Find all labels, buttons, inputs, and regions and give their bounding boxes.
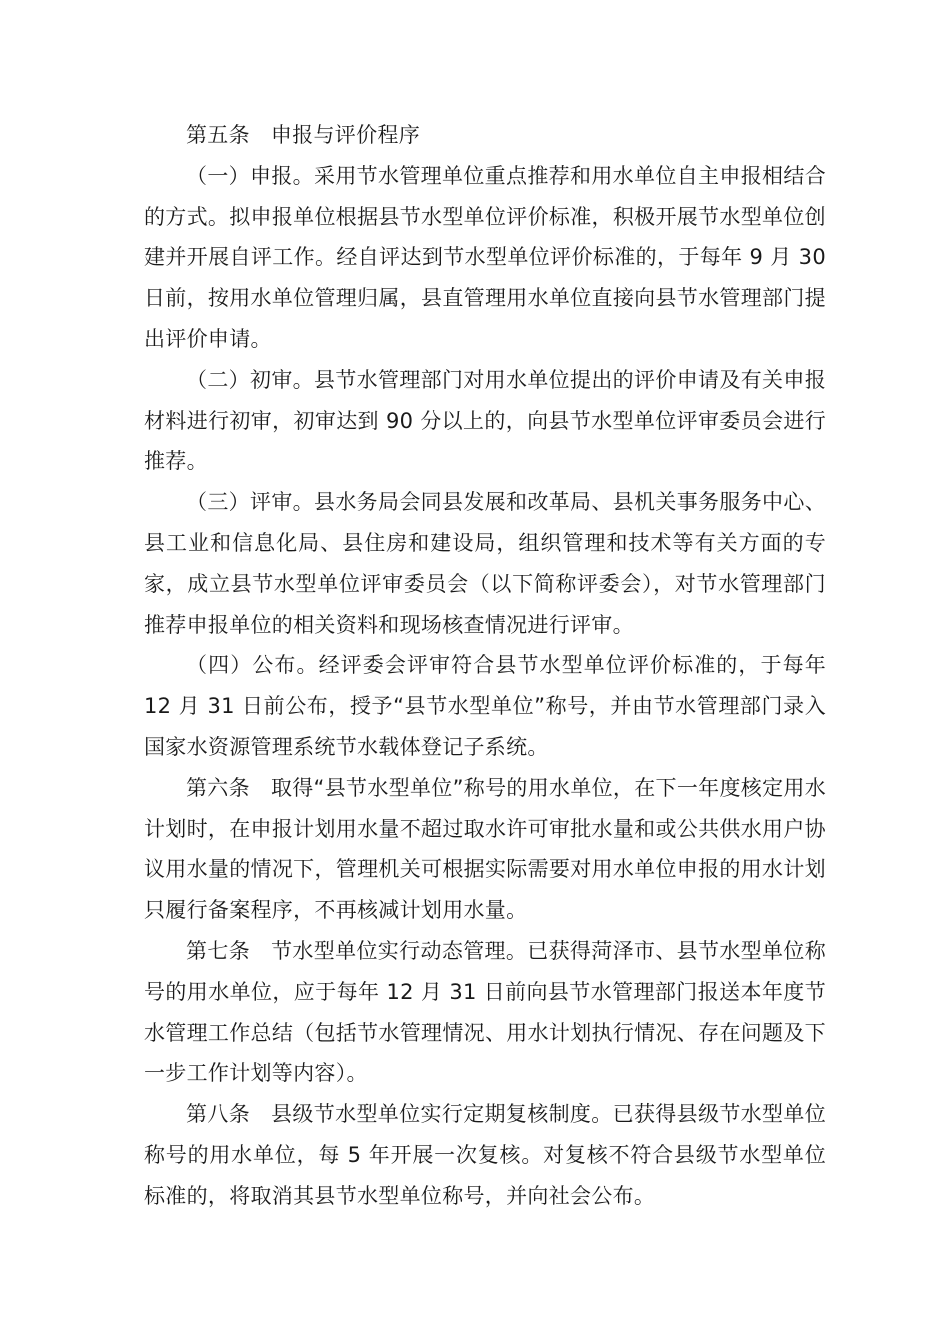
article-5-item-4: （四）公布。经评委会评审符合县节水型单位评价标准的，于每年 12 月 31 日前公布，授予“县节水型单位”称号，并由节水管理部门录入国家水资源管理系统节水载体登记子系统。 bbox=[144, 653, 826, 759]
article-lead: 第五条 bbox=[186, 123, 250, 147]
article-8 bbox=[144, 1094, 826, 1216]
article-lead: 第七条 bbox=[186, 938, 251, 963]
article-6 bbox=[144, 768, 826, 931]
document-body bbox=[144, 115, 826, 1217]
article-text: 节水型单位实行动态管理。已获得菏泽市、县节水型单位称号的用水单位，应于每年 12 月 31 日前向县节水管理部门报送本年度节水管理工作总结（包括节水管理情况、用水计划执行情况、存在问题及下一步工作计划等内容）。 bbox=[144, 938, 826, 1086]
article-text: 县级节水型单位实行定期复核制度。已获得县级节水型单位称号的用水单位，每 5 年开展一次复核。对复核不符合县级节水型单位标准的，将取消其县节水型单位称号，并向社会公布。 bbox=[144, 1102, 826, 1208]
article-5-title bbox=[144, 115, 826, 156]
article-5-item-3: （三）评审。县水务局会同县发展和改革局、县机关事务服务中心、县工业和信息化局、县住房和建设局，组织管理和技术等有关方面的专家，成立县节水型单位评审委员会（以下简称评委会），对节水管理部门推荐申报单位的相关资料和现场核查情况进行评审。 bbox=[144, 490, 826, 637]
article-7 bbox=[144, 931, 826, 1094]
article-text: 取得“县节水型单位”称号的用水单位，在下一年度核定用水计划时，在申报计划用水量不超过取水许可审批水量和或公共供水用户协议用水量的情况下，管理机关可根据实际需要对用水单位申报的用水计划只履行备案程序，不再核减计划用水量。 bbox=[144, 775, 827, 923]
article-title-text: 申报与评价程序 bbox=[270, 123, 421, 147]
article-lead: 第六条 bbox=[186, 775, 250, 800]
article-lead: 第八条 bbox=[186, 1102, 251, 1127]
article-5-item-2: （二）初审。县节水管理部门对用水单位提出的评价申请及有关申报材料进行初审，初审达到 90 分以上的，向县节水型单位评审委员会进行推荐。 bbox=[144, 367, 826, 474]
article-5-item-1: （一）申报。采用节水管理单位重点推荐和用水单位自主申报相结合的方式。拟申报单位根据县节水型单位评价标准，积极开展节水型单位创建并开展自评工作。经自评达到节水型单位评价标准的，于每年 9 月 30 日前，按用水单位管理归属，县直管理用水单位直接向县节水管理部门提出评价申请。 bbox=[144, 163, 826, 351]
